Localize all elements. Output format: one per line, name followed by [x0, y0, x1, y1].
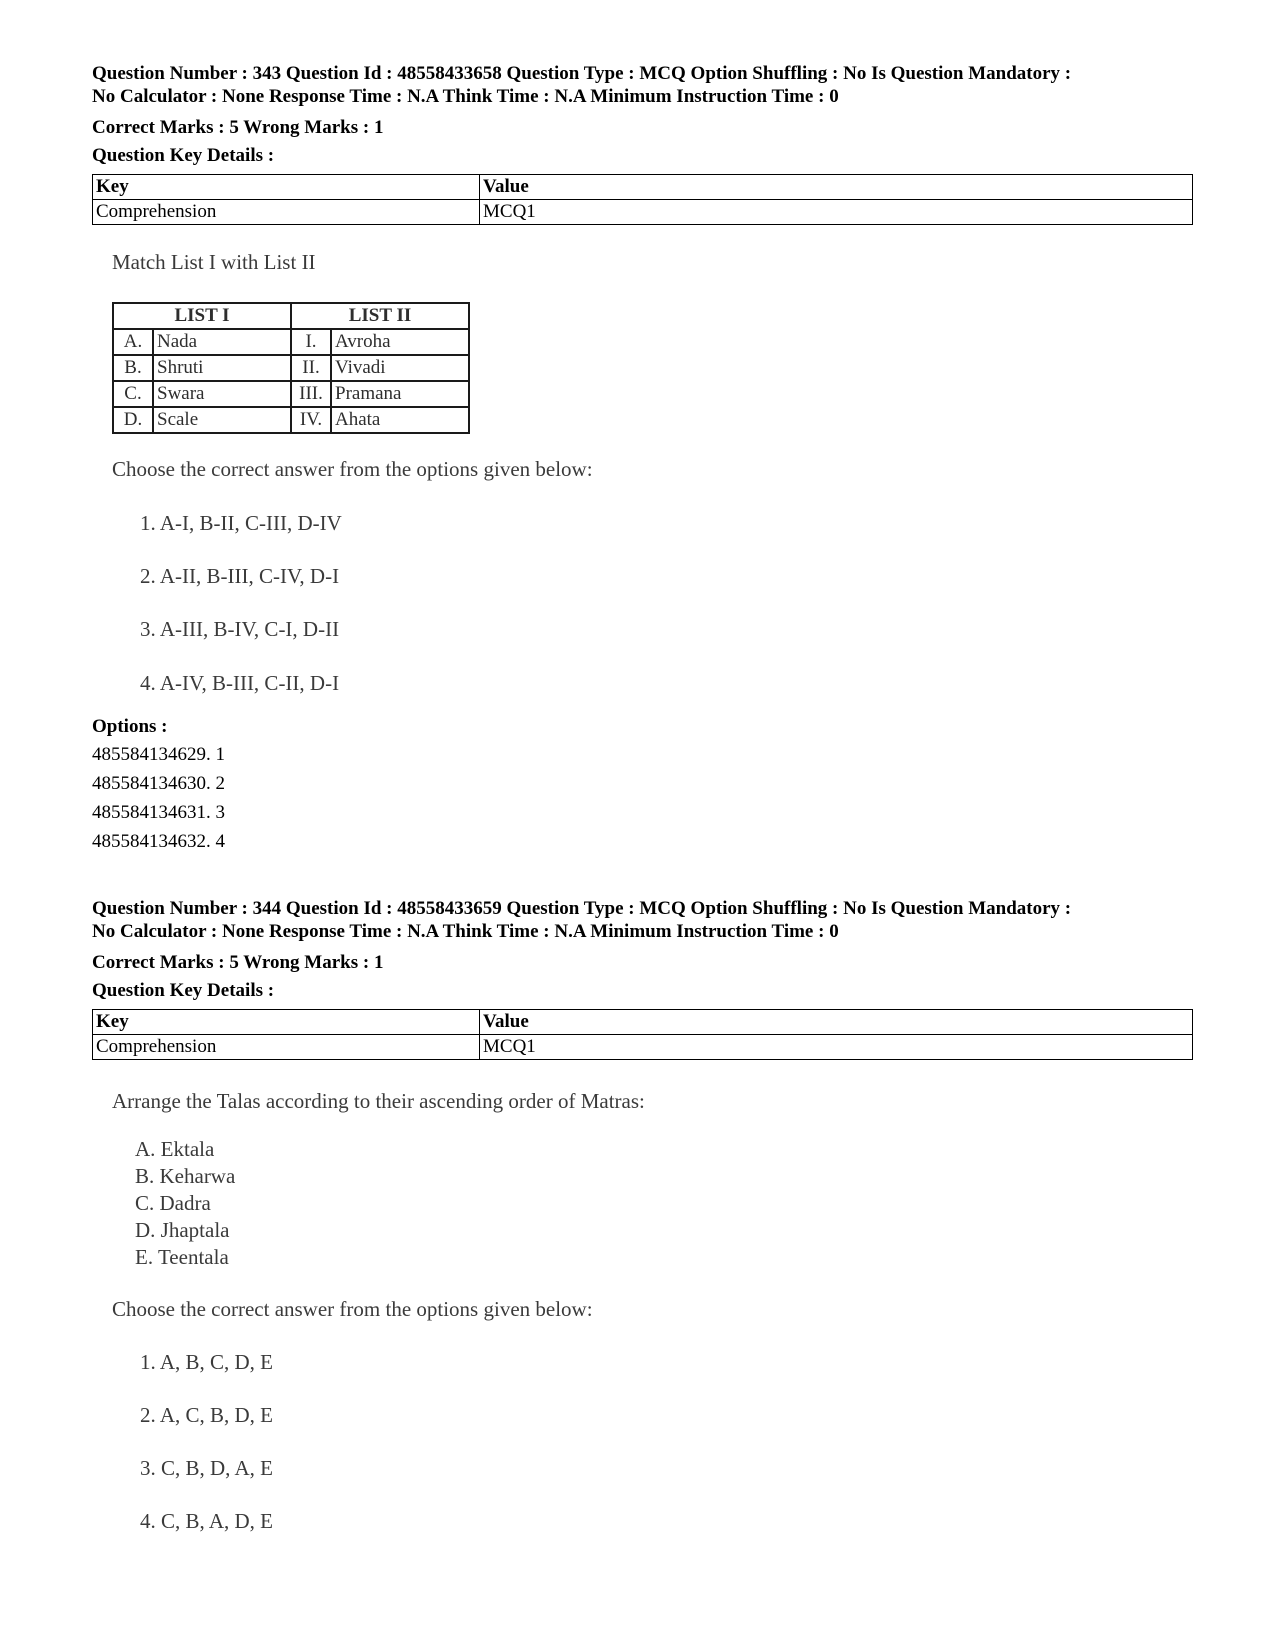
q344-answer: 3. C, B, D, A, E	[140, 1456, 274, 1480]
tala-item: B. Keharwa	[135, 1164, 236, 1188]
list1-label: C.	[113, 381, 153, 407]
match-row	[113, 407, 469, 433]
q343-option: 485584134629. 1	[92, 744, 225, 765]
q344-tala-list	[135, 1136, 235, 1271]
list1-label: B.	[113, 355, 153, 381]
q344-prompt: Arrange the Talas according to their ascending order of Matras:	[112, 1089, 645, 1113]
list2-label: II.	[291, 355, 331, 381]
q344-key-table	[92, 1009, 1193, 1060]
list2-text: Avroha	[331, 329, 469, 355]
value-header: Value	[480, 1010, 1193, 1035]
q343-answer: 3. A-III, B-IV, C-I, D-II	[140, 617, 340, 641]
value-cell: MCQ1	[480, 200, 1193, 225]
tala-item: D. Jhaptala	[135, 1218, 230, 1242]
q344-answer: 1. A, B, C, D, E	[140, 1350, 274, 1374]
key-header: Key	[93, 175, 480, 200]
q343-option: 485584134630. 2	[92, 773, 225, 794]
q343-match-table	[112, 302, 470, 434]
list1-label: D.	[113, 407, 153, 433]
list2-label: III.	[291, 381, 331, 407]
q343-prompt: Match List I with List II	[112, 250, 316, 274]
list1-label: A.	[113, 329, 153, 355]
list2-header: LIST II	[291, 303, 469, 329]
q344-answer: 2. A, C, B, D, E	[140, 1403, 274, 1427]
q344-choose: Choose the correct answer from the options given below:	[112, 1297, 593, 1321]
q343-meta	[92, 62, 1192, 108]
q343-answer: 4. A-IV, B-III, C-II, D-I	[140, 671, 340, 695]
q344-marks: Correct Marks : 5 Wrong Marks : 1	[92, 952, 384, 973]
key-cell: Comprehension	[93, 1035, 480, 1060]
q344-answer: 4. C, B, A, D, E	[140, 1509, 274, 1533]
list2-label: IV.	[291, 407, 331, 433]
list2-text: Pramana	[331, 381, 469, 407]
q344-meta-line1: Question Number : 344 Question Id : 48558433659 Question Type : MCQ Option Shuffling : No Is Question Mandatory :	[92, 898, 1072, 919]
match-row	[113, 381, 469, 407]
q343-key-table	[92, 174, 1193, 225]
match-row	[113, 355, 469, 381]
q343-choose: Choose the correct answer from the options given below:	[112, 457, 593, 481]
q344-key-details-label: Question Key Details :	[92, 980, 275, 1001]
q343-marks: Correct Marks : 5 Wrong Marks : 1	[92, 117, 384, 138]
q343-meta-line1: Question Number : 343 Question Id : 48558433658 Question Type : MCQ Option Shuffling : No Is Question Mandatory :	[92, 63, 1072, 84]
list1-text: Nada	[153, 329, 291, 355]
q344-meta	[92, 897, 1192, 943]
q343-option: 485584134631. 3	[92, 802, 225, 823]
value-cell: MCQ1	[480, 1035, 1193, 1060]
list1-text: Shruti	[153, 355, 291, 381]
q343-answer: 2. A-II, B-III, C-IV, D-I	[140, 564, 340, 588]
list2-text: Ahata	[331, 407, 469, 433]
value-header: Value	[480, 175, 1193, 200]
list2-label: I.	[291, 329, 331, 355]
q344-meta-line2: No Calculator : None Response Time : N.A Think Time : N.A Minimum Instruction Time : 0	[92, 921, 839, 942]
list1-text: Swara	[153, 381, 291, 407]
key-cell: Comprehension	[93, 200, 480, 225]
tala-item: A. Ektala	[135, 1137, 215, 1161]
match-row	[113, 329, 469, 355]
q343-options-label: Options :	[92, 716, 168, 737]
q343-meta-line2: No Calculator : None Response Time : N.A Think Time : N.A Minimum Instruction Time : 0	[92, 86, 839, 107]
q343-key-details-label: Question Key Details :	[92, 145, 275, 166]
q343-answer: 1. A-I, B-II, C-III, D-IV	[140, 511, 342, 535]
list2-text: Vivadi	[331, 355, 469, 381]
list1-text: Scale	[153, 407, 291, 433]
list1-header: LIST I	[113, 303, 291, 329]
q343-option: 485584134632. 4	[92, 831, 225, 852]
key-header: Key	[93, 1010, 480, 1035]
tala-item: E. Teentala	[135, 1245, 229, 1269]
tala-item: C. Dadra	[135, 1191, 211, 1215]
